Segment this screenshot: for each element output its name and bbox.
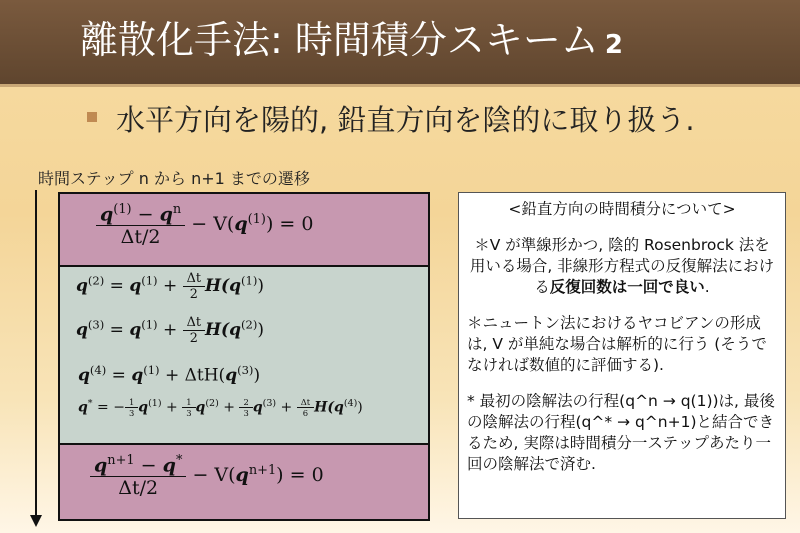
slide-title [80, 14, 623, 71]
time-arrow-line [35, 190, 37, 520]
slide-title-text: 離散化手法: 時間積分スキーム [80, 18, 599, 62]
equation-stage3: $q^{(3)} = q^{(1)}$ + $\frac{\Delta t}{2}$ $H(q^{(2)})$ [76, 315, 264, 346]
note-paragraph-1: ＊V が準線形かつ, 陰的 Rosenbrock 法を用いる場合, 非線形方程式の反復解法における反復回数は一回で良い. [469, 236, 775, 296]
timestep-caption: 時間ステップ n から n+1 までの遷移 [38, 169, 310, 188]
implicit-final-step-box [58, 443, 430, 521]
bullet-marker [87, 112, 97, 122]
bullet-text: 水平方向を陽的, 鉛直方向を陰的に取り扱う. [116, 103, 695, 137]
equation-stage4: $q^{(4)} = q^{(1)} + \Delta tH(q^{(3)})$ [78, 363, 261, 386]
note-heading: <鉛直方向の時間積分について> [508, 200, 736, 218]
title-bar [0, 0, 800, 87]
equation-qstar: q* = − $\frac{1}{3}$ $q^{(1)}$ + $\frac{1}{3}$ $q^{(2)}$ + $\frac{2}{3}$ $q^{(3)}$ + $\frac{\Delta t}{6}$ $H(q^{(4)})$ [78, 397, 363, 418]
equation-stage2: $q^{(2)} = q^{(1)}$ + $\frac{\Delta t}{2}$ $H(q^{(1)})$ [76, 271, 264, 302]
fraction: $\frac{q^{n+1} - q^*}{\Delta t/2}$ [90, 453, 186, 499]
time-arrow-head [30, 515, 42, 527]
fraction: $\frac{q^{(1)} - q^n}{\Delta t/2}$ [96, 202, 185, 248]
note-paragraph-3: * 最初の陰解法の行程(q^n → q(1))は, 最後の陰解法の行程(q^* → q^n+1)と結合できるため, 実際は時間積分一ステップあたり一回の陰解法で済む. [467, 392, 775, 473]
equation-step1: $\frac{q^{(1)} - q^n}{\Delta t/2}$ − $V(q^{(1)}) = 0$ [96, 202, 313, 248]
vertical-integration-note [458, 192, 786, 519]
implicit-step-1-box [58, 192, 430, 267]
equation-final: $\frac{q^{n+1} - q^*}{\Delta t/2}$ − $V(q^{n+1}) = 0$ [90, 453, 324, 499]
note-paragraph-2: ＊ニュートン法におけるヤコビアンの形成は, V が単純な場合は解析的に行う (そうでなければ数値的に評価する). [467, 314, 767, 374]
slide-number: 2 [604, 30, 623, 60]
explicit-stages-box [58, 265, 430, 445]
